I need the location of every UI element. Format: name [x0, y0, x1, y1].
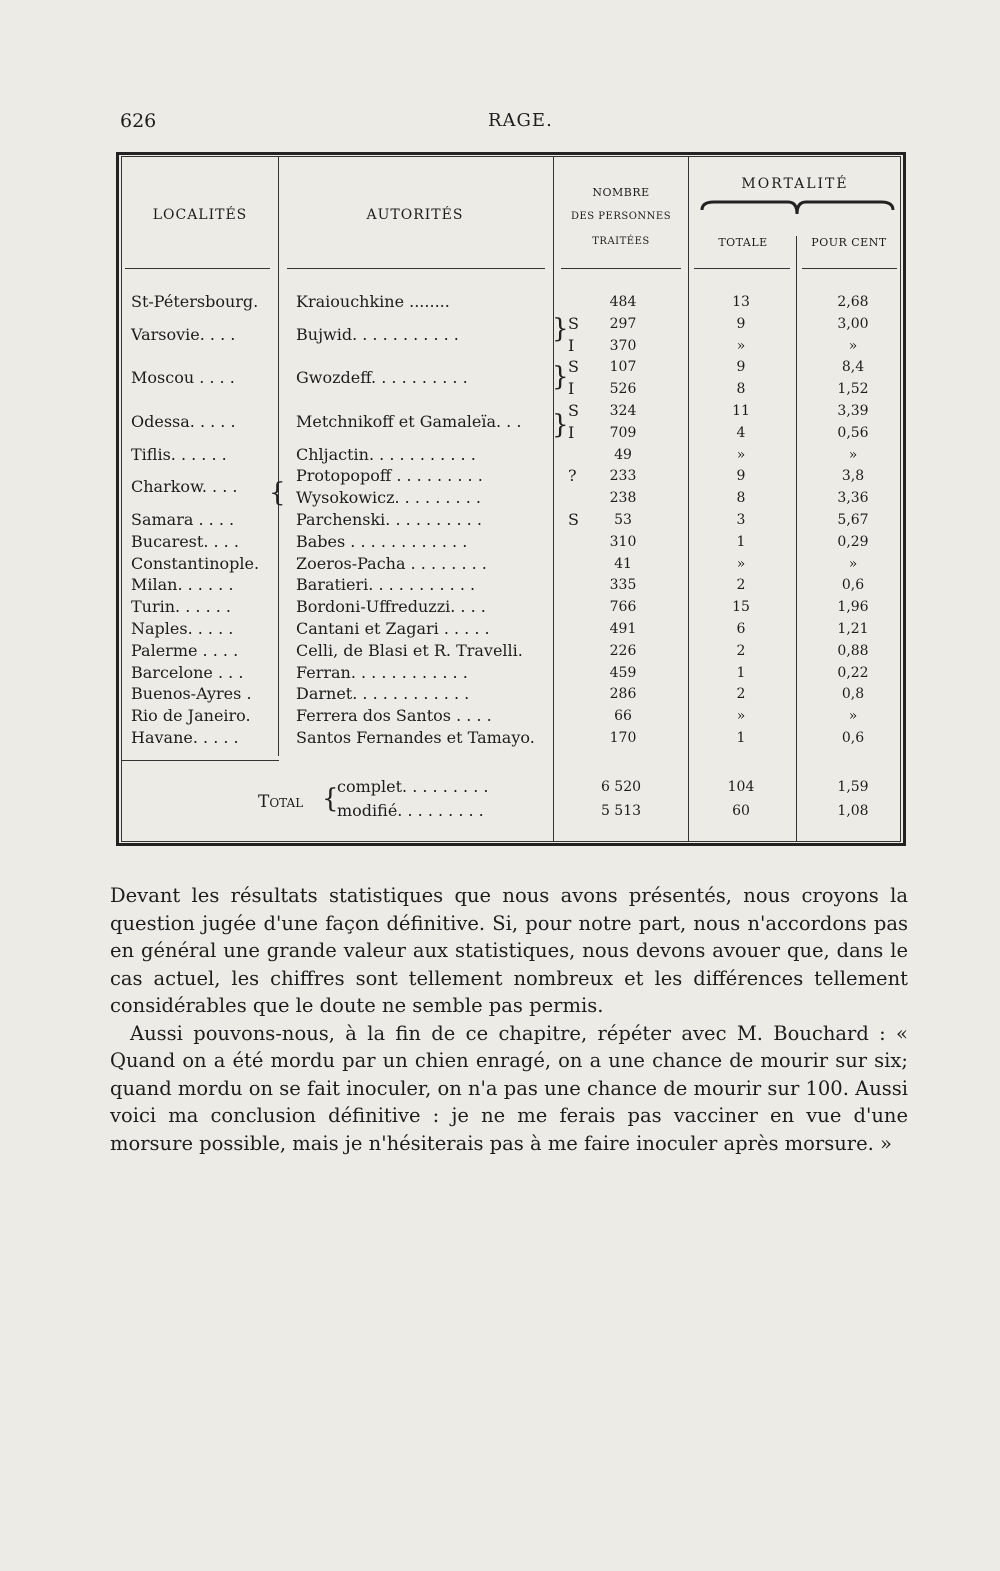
- brace-icon: }: [552, 410, 569, 440]
- col-divider: [688, 156, 689, 842]
- cell-nombre: 297: [609, 315, 637, 332]
- cell-nombre: 324: [609, 403, 637, 419]
- cell-pour-cent: 2,68: [837, 294, 869, 310]
- cell-localite: Odessa. . . . .: [131, 411, 236, 431]
- cell-localite: St-Pétersbourg.: [131, 292, 259, 311]
- cell-pour-cent: »: [848, 555, 858, 572]
- cell-localite: Constantinople.: [131, 553, 260, 573]
- cell-autorite: Ferran. . . . . . . . . . . .: [296, 662, 468, 682]
- cell-pour-cent: 3,36: [837, 490, 869, 507]
- total-label: Total: [258, 792, 304, 812]
- cell-autorite: Metchnikoff et Gamaleïa. . .: [296, 411, 522, 431]
- cell-nombre: 286: [609, 686, 637, 703]
- cell-pour-cent: 1,52: [837, 381, 869, 398]
- brace-icon: }: [552, 314, 569, 344]
- cell-pour-cent: »: [848, 708, 858, 725]
- cell-pour-cent: »: [848, 446, 858, 463]
- cell-localite: Naples. . . . .: [131, 619, 234, 638]
- cell-mark: S: [568, 510, 579, 529]
- cell-nombre: 107: [609, 359, 637, 376]
- cell-nombre: 226: [609, 642, 637, 659]
- cell-mark: S: [568, 401, 579, 420]
- cell-totale: 4: [736, 424, 746, 441]
- cell-totale: 1: [736, 664, 746, 681]
- cell-autorite: Parchenski. . . . . . . . . .: [296, 510, 482, 529]
- cell-totale: »: [736, 337, 746, 354]
- cell-localite: Turin. . . . . .: [131, 597, 231, 617]
- col-divider: [796, 236, 797, 842]
- cell-totale: »: [736, 555, 746, 572]
- cell-nombre: 709: [609, 424, 637, 441]
- cell-pour-cent: 0,56: [837, 424, 869, 441]
- cell-localite: Varsovie. . . .: [131, 324, 236, 344]
- cell-pour-cent: 0,88: [837, 642, 869, 659]
- header-rule: [802, 268, 897, 269]
- header-traitees: TRAITÉES: [592, 236, 650, 247]
- body-text: [110, 882, 908, 1157]
- cell-totale: 2: [736, 686, 746, 703]
- cell-mark: S: [568, 357, 579, 377]
- cell-totale: 13: [732, 294, 750, 310]
- cell-autorite: Baratieri. . . . . . . . . . .: [296, 575, 476, 595]
- total-complet-label: complet. . . . . . . . .: [337, 777, 489, 796]
- total-modifie-t: 60: [732, 803, 750, 819]
- cell-totale: 8: [736, 490, 746, 507]
- cell-nombre: 766: [609, 599, 637, 616]
- cell-nombre: 66: [614, 708, 632, 725]
- total-modifie-p: 1,08: [837, 803, 869, 819]
- cell-nombre: 49: [614, 446, 632, 463]
- running-title: RAGE.: [488, 110, 553, 131]
- cell-autorite: Kraiouchkine ........: [296, 292, 450, 311]
- cell-autorite: Protopopoff . . . . . . . . .: [296, 466, 483, 486]
- mortalite-brace: [700, 198, 895, 220]
- cell-nombre: 238: [609, 490, 637, 507]
- header-rule: [125, 268, 270, 269]
- cell-totale: 9: [736, 359, 746, 376]
- cell-autorite: Wysokowicz. . . . . . . . .: [296, 488, 481, 508]
- total-complet-t: 104: [727, 779, 755, 795]
- cell-totale: 9: [736, 468, 746, 485]
- brace-icon: {: [269, 478, 286, 508]
- cell-totale: 8: [736, 381, 746, 398]
- cell-pour-cent: 1,96: [837, 599, 869, 616]
- cell-mark: ?: [568, 466, 577, 486]
- header-rule: [287, 268, 545, 269]
- cell-nombre: 233: [609, 468, 637, 485]
- header-totale: TOTALE: [718, 236, 768, 249]
- cell-nombre: 53: [614, 512, 632, 528]
- cell-nombre: 484: [609, 294, 637, 310]
- header-rule: [561, 268, 681, 269]
- cell-nombre: 459: [609, 664, 637, 681]
- cell-totale: 6: [736, 621, 746, 637]
- cell-pour-cent: 0,6: [841, 730, 865, 746]
- brace-icon: }: [552, 362, 569, 392]
- cell-autorite: Bujwid. . . . . . . . . . .: [296, 324, 459, 344]
- cell-nombre: 310: [609, 533, 637, 550]
- cell-localite: Barcelone . . .: [131, 662, 244, 682]
- header-pour-cent: POUR CENT: [811, 236, 887, 249]
- header-localites: LOCALITÉS: [152, 207, 248, 223]
- cell-mark: S: [568, 313, 579, 333]
- header-nombre: NOMBRE: [592, 186, 650, 199]
- cell-localite: Palerme . . . .: [131, 640, 239, 660]
- cell-autorite: Cantani et Zagari . . . . .: [296, 619, 490, 638]
- cell-localite: Buenos-Ayres .: [131, 684, 252, 704]
- cell-autorite: Chljactin. . . . . . . . . . .: [296, 444, 476, 464]
- cell-localite: Milan. . . . . .: [131, 575, 234, 595]
- cell-nombre: 526: [609, 381, 637, 398]
- cell-pour-cent: 0,6: [841, 577, 865, 594]
- cell-nombre: 170: [609, 730, 637, 746]
- cell-pour-cent: 0,29: [837, 533, 869, 550]
- cell-totale: 1: [736, 730, 746, 746]
- cell-localite: Samara . . . .: [131, 510, 235, 529]
- cell-nombre: 41: [614, 555, 632, 572]
- cell-pour-cent: 3,8: [841, 468, 865, 485]
- cell-pour-cent: 5,67: [837, 512, 869, 528]
- cell-localite: Tiflis. . . . . .: [131, 444, 227, 464]
- paragraph: Aussi pouvons-nous, à la fin de ce chapitre, répéter avec M. Bouchard : « Quand on a été mordu par un chien enragé, on a une chance de mourir sur six; quand mordu on se fait inoculer, on n'a pas une chance de mourir sur 100. Aussi voici ma conclusion définitive : je ne me ferais pas vacciner en vue d'une morsure possible, mais je n'hésiterais pas à me faire inoculer après morsure. »: [110, 1021, 908, 1155]
- total-rule: [121, 760, 279, 761]
- cell-pour-cent: 0,22: [837, 664, 869, 681]
- cell-autorite: Darnet. . . . . . . . . . . .: [296, 684, 470, 704]
- cell-totale: 3: [736, 512, 746, 528]
- cell-mark: I: [568, 379, 575, 399]
- cell-nombre: 491: [609, 621, 637, 637]
- cell-nombre: 335: [609, 577, 637, 594]
- cell-totale: 15: [732, 599, 750, 616]
- paragraph: Devant les résultats statistiques que nous avons présentés, nous croyons la question jugée d'une façon définitive. Si, pour notre part, nous n'accordons pas en général une grande valeur aux statistiques, nous devons avouer que, dans le cas actuel, les chiffres sont tellement nombreux et les différences tellement considérables que le doute ne semble pas permis.: [110, 884, 908, 1017]
- cell-totale: 11: [732, 403, 750, 419]
- cell-totale: 1: [736, 533, 746, 550]
- cell-localite: Havane. . . . .: [131, 728, 239, 747]
- cell-mark: I: [568, 335, 575, 355]
- cell-totale: 2: [736, 642, 746, 659]
- cell-autorite: Ferrera dos Santos . . . .: [296, 706, 492, 726]
- cell-totale: 9: [736, 315, 746, 332]
- cell-localite: Moscou . . . .: [131, 368, 235, 388]
- total-complet-p: 1,59: [837, 779, 869, 795]
- cell-totale: »: [736, 708, 746, 725]
- cell-mark: I: [568, 422, 575, 442]
- total-modifie-n: 5 513: [600, 803, 642, 819]
- cell-pour-cent: 3,39: [837, 403, 869, 419]
- cell-localite: Bucarest. . . .: [131, 531, 239, 551]
- cell-localite: Rio de Janeiro.: [131, 706, 251, 726]
- cell-pour-cent: 0,8: [841, 686, 865, 703]
- cell-nombre: 370: [609, 337, 637, 354]
- total-complet-n: 6 520: [600, 779, 642, 795]
- header-autorites: AUTORITÉS: [366, 207, 464, 223]
- cell-autorite: Babes . . . . . . . . . . . .: [296, 531, 468, 551]
- cell-localite: Charkow. . . .: [131, 477, 238, 497]
- cell-pour-cent: 3,00: [837, 315, 869, 332]
- header-mortalite: MORTALITÉ: [741, 176, 849, 192]
- col-divider: [278, 156, 279, 756]
- cell-pour-cent: 1,21: [837, 621, 869, 637]
- total-modifie-label: modifié. . . . . . . . .: [337, 801, 484, 820]
- page-number: 626: [120, 110, 157, 132]
- cell-autorite: Celli, de Blasi et R. Travelli.: [296, 640, 523, 660]
- cell-totale: 2: [736, 577, 746, 594]
- cell-autorite: Santos Fernandes et Tamayo.: [296, 728, 535, 747]
- cell-pour-cent: »: [848, 337, 858, 354]
- brace-icon: {: [322, 784, 339, 814]
- header-nombre-sub: DES PERSONNES: [570, 211, 672, 222]
- cell-autorite: Bordoni-Uffreduzzi. . . .: [296, 597, 486, 617]
- cell-autorite: Gwozdeff. . . . . . . . . .: [296, 368, 468, 388]
- cell-pour-cent: 8,4: [841, 359, 865, 376]
- cell-autorite: Zoeros-Pacha . . . . . . . .: [296, 553, 487, 573]
- col-divider: [553, 156, 554, 842]
- cell-totale: »: [736, 446, 746, 463]
- header-rule: [694, 268, 790, 269]
